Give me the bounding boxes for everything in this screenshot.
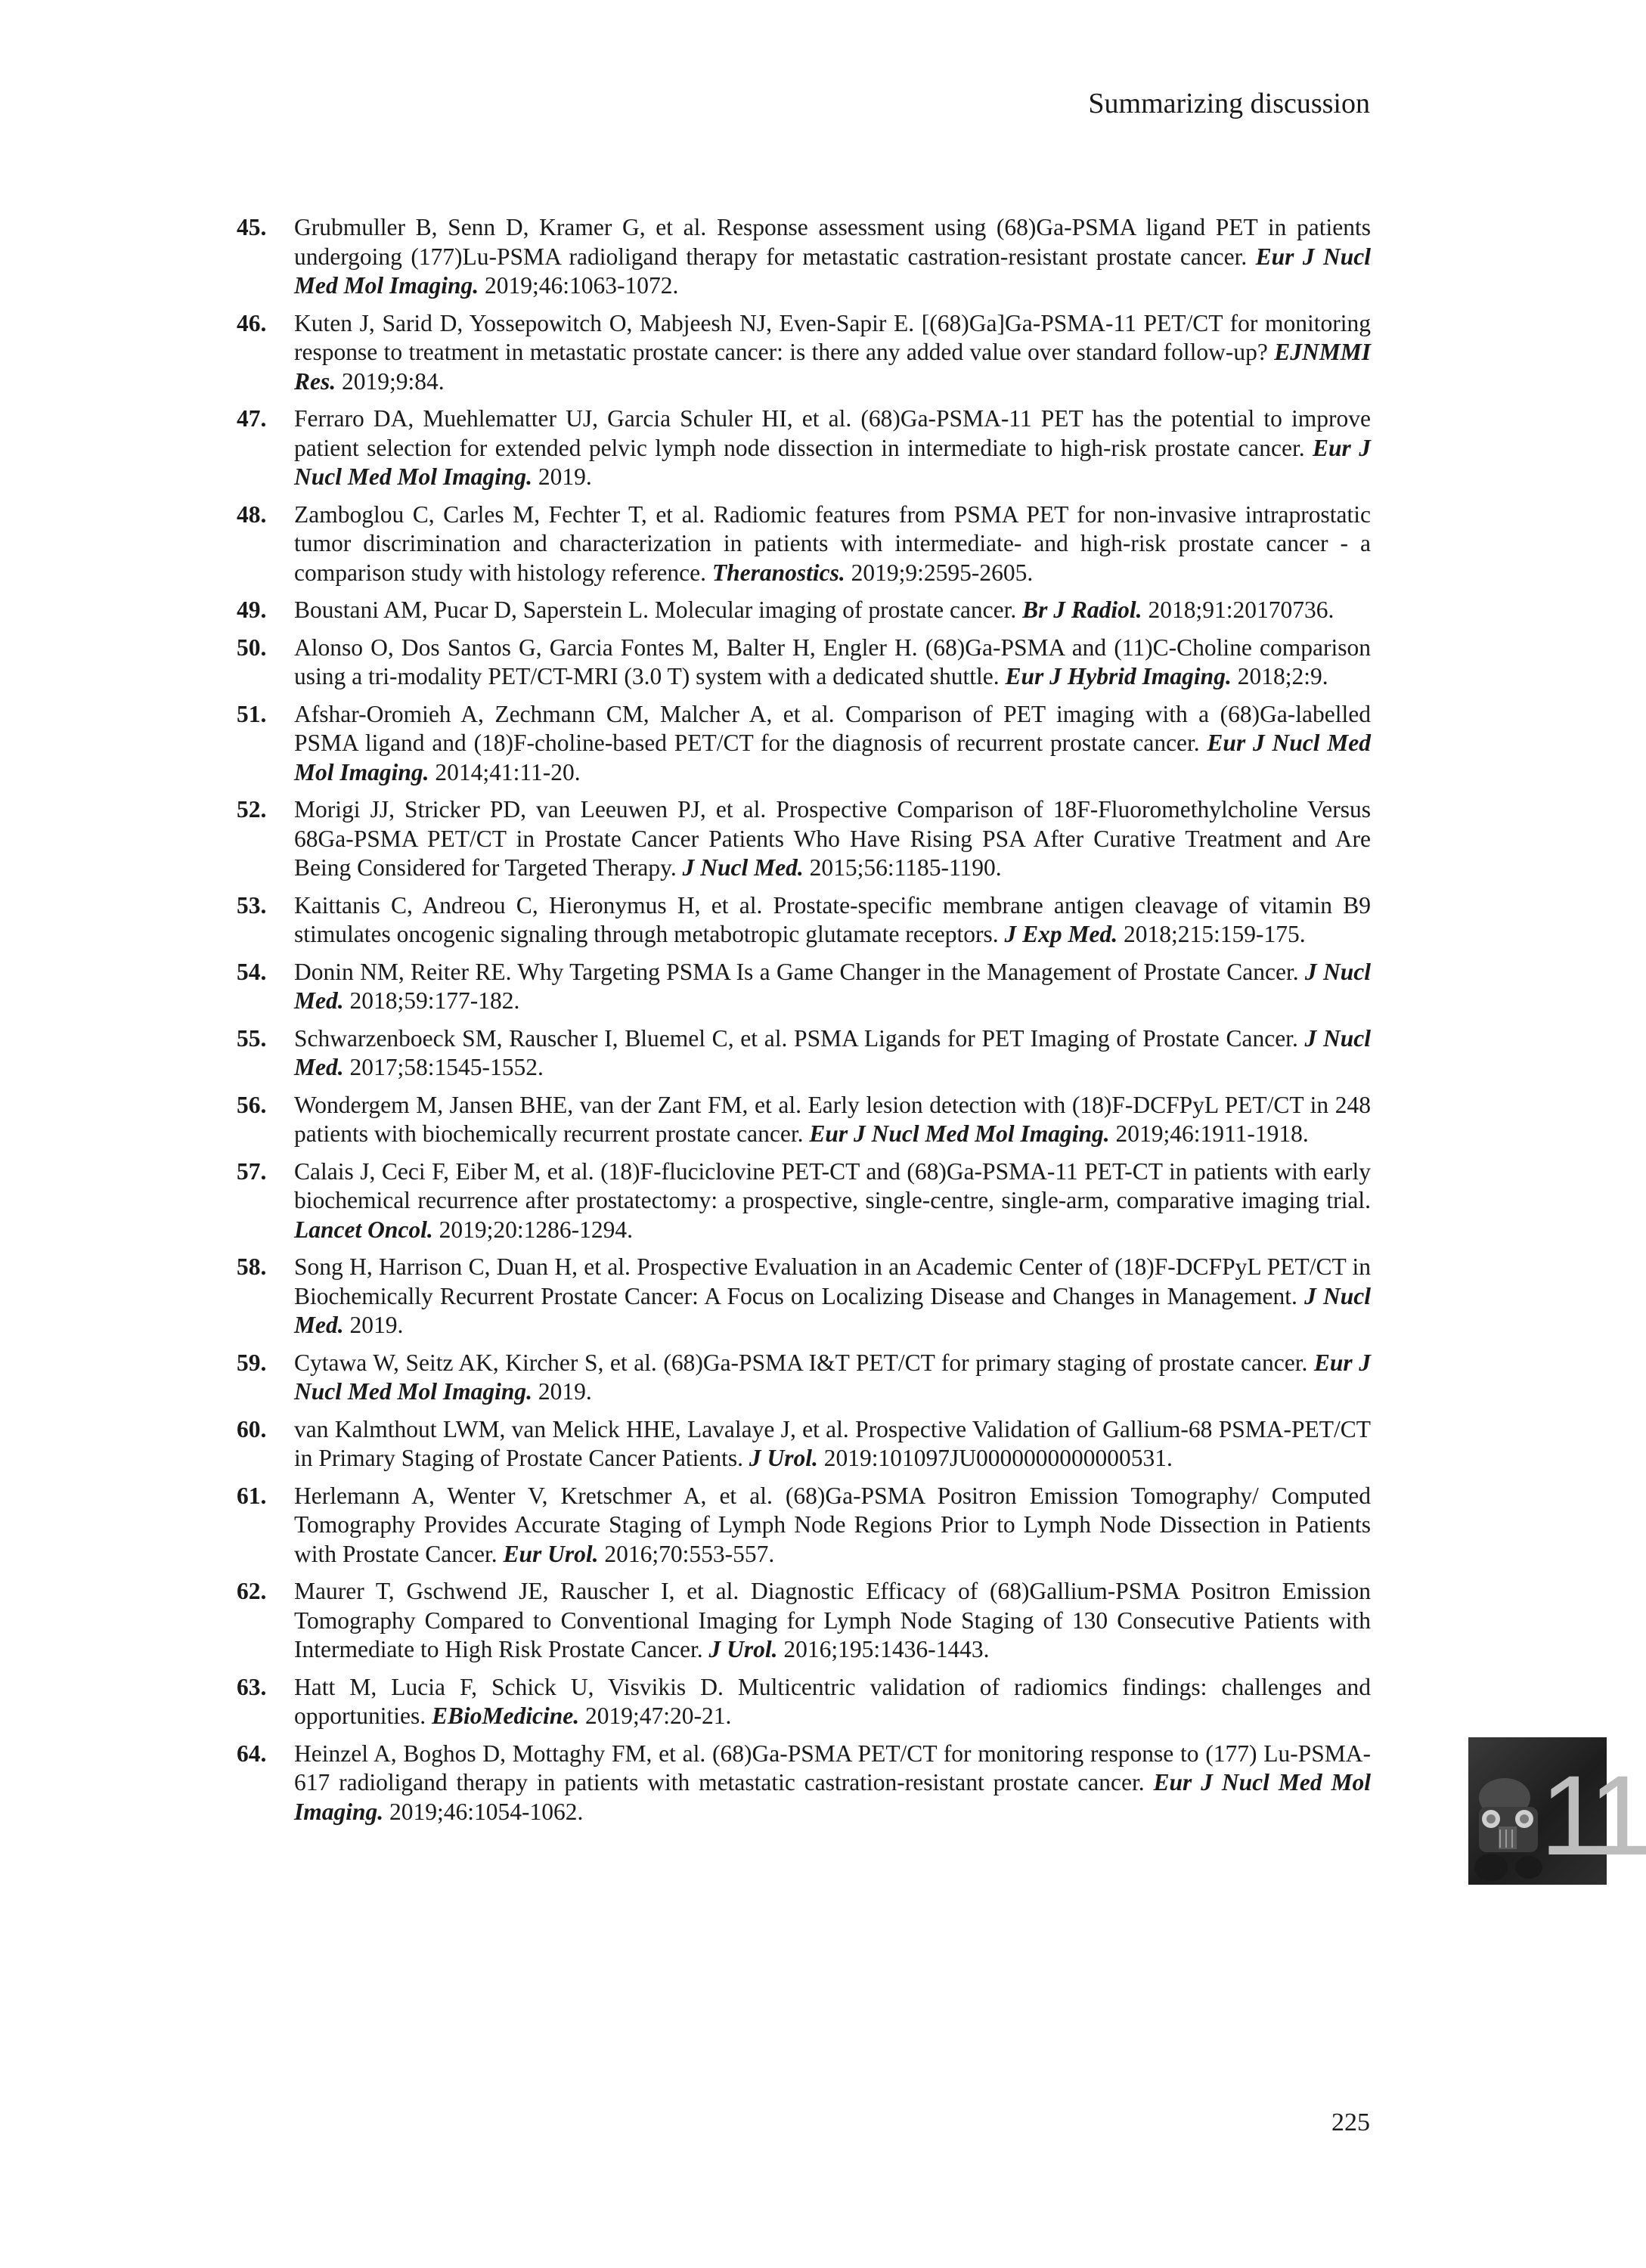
- reference-text: Wondergem M, Jansen BHE, van der Zant FM, et al. Early lesion detection with (18)F-DCFPyL PET/CT in 248 patients with biochemically recurrent prostate cancer.: [294, 1091, 1371, 1147]
- reference-text: Herlemann A, Wenter V, Kretschmer A, et al. (68)Ga-PSMA Positron Emission Tomography/ Computed Tomography Provides Accurate Staging of Lymph Node Regions Prior to Lymph Node Dissection in Patients with Prostate Cancer.: [294, 1482, 1371, 1567]
- reference-journal: Eur J Nucl Med Mol Imaging.: [294, 1349, 1371, 1405]
- reference-citation: 2018;2:9.: [1231, 663, 1328, 689]
- reference-number: 46.: [237, 309, 267, 336]
- reference-citation: 2019;20:1286-1294.: [432, 1216, 633, 1243]
- reference-text: Song H, Harrison C, Duan H, et al. Prospective Evaluation in an Academic Center of (18)F-DCFPyL PET/CT in Biochemically Recurrent Prostate Cancer: A Focus on Localizing Disease and Changes in Management.: [294, 1253, 1371, 1309]
- reference-journal: J Urol.: [708, 1636, 778, 1662]
- reference-item: [237, 958, 1371, 1016]
- reference-list: [237, 213, 1371, 1835]
- reference-number: 58.: [237, 1253, 267, 1280]
- reference-number: 62.: [237, 1578, 267, 1604]
- reference-item: [237, 1673, 1371, 1731]
- reference-text: Ferraro DA, Muehlematter UJ, Garcia Schuler HI, et al. (68)Ga-PSMA-11 PET has the potential to improve patient selection for extended pelvic lymph node dissection in intermediate to high-risk prostate cancer.: [294, 405, 1371, 461]
- reference-number: 59.: [237, 1349, 267, 1376]
- reference-citation: 2017;58:1545-1552.: [343, 1054, 544, 1080]
- reference-item: [237, 891, 1371, 950]
- reference-journal: Eur J Nucl Med Mol Imaging.: [294, 1769, 1371, 1825]
- reference-text: Afshar-Oromieh A, Zechmann CM, Malcher A, et al. Comparison of PET imaging with a (68)Ga-labelled PSMA ligand and (18)F-choline-based PET/CT for the diagnosis of recurrent prostate cancer.: [294, 700, 1371, 756]
- reference-number: 47.: [237, 405, 267, 432]
- reference-number: 55.: [237, 1024, 267, 1052]
- reference-journal: EBioMedicine.: [432, 1703, 580, 1729]
- reference-citation: 2019:101097JU0000000000000531.: [817, 1445, 1173, 1471]
- running-head: Summarizing discussion: [1088, 88, 1370, 119]
- reference-journal: Eur Urol.: [503, 1540, 599, 1567]
- reference-item: [237, 500, 1371, 588]
- reference-text: Schwarzenboeck SM, Rauscher I, Bluemel C, et al. PSMA Ligands for PET Imaging of Prostate Cancer.: [294, 1024, 1305, 1052]
- reference-journal: J Nucl Med.: [294, 1024, 1371, 1080]
- reference-number: 51.: [237, 700, 267, 727]
- reference-citation: 2019;46:1054-1062.: [383, 1798, 584, 1825]
- reference-text: Calais J, Ceci F, Eiber M, et al. (18)F-fluciclovine PET-CT and (68)Ga-PSMA-11 PET-CT in patients with early biochemical recurrence after prostatectomy: a prospective, single-centre, single-arm, comparative imaging trial.: [294, 1157, 1371, 1213]
- reference-citation: 2015;56:1185-1190.: [803, 854, 1002, 881]
- reference-journal: Eur J Nucl Med Mol Imaging.: [294, 243, 1371, 299]
- reference-item: [237, 1024, 1371, 1083]
- reference-citation: 2016;70:553-557.: [598, 1540, 775, 1567]
- reference-journal: Br J Radiol.: [1022, 596, 1142, 623]
- reference-text: Kaittanis C, Andreou C, Hieronymus H, et al. Prostate-specific membrane antigen cleavage of vitamin B9 stimulates oncogenic signaling through metabotropic glutamate receptors.: [294, 891, 1371, 947]
- reference-citation: 2019;46:1911-1918.: [1109, 1120, 1309, 1147]
- reference-number: 50.: [237, 634, 267, 661]
- reference-citation: 2019.: [532, 463, 592, 490]
- reference-item: [237, 404, 1371, 492]
- page-number: 225: [1331, 2108, 1370, 2136]
- reference-item: [237, 1482, 1371, 1569]
- reference-number: 56.: [237, 1091, 267, 1118]
- reference-journal: Lancet Oncol.: [294, 1216, 433, 1243]
- reference-journal: Eur J Nucl Med Mol Imaging.: [809, 1120, 1110, 1147]
- reference-text: Donin NM, Reiter RE. Why Targeting PSMA Is a Game Changer in the Management of Prostate Cancer.: [294, 958, 1305, 985]
- reference-citation: 2018;215:159-175.: [1117, 921, 1306, 947]
- chapter-number: 11: [1540, 1752, 1646, 1879]
- reference-text: Morigi JJ, Stricker PD, van Leeuwen PJ, et al. Prospective Comparison of 18F-Fluoromethylcholine Versus 68Ga-PSMA PET/CT in Prostate Cancer Patients Who Have Rising PSA After Curative Treatment and Are Being Considered for Targeted Therapy.: [294, 796, 1371, 881]
- reference-number: 48.: [237, 500, 267, 528]
- reference-text: Kuten J, Sarid D, Yossepowitch O, Mabjeesh NJ, Even-Sapir E. [(68)Ga]Ga-PSMA-11 PET/CT for monitoring response to treatment in metastatic prostate cancer: is there any added value over standard follow-up?: [294, 309, 1371, 365]
- reference-citation: 2019;46:1063-1072.: [479, 272, 679, 299]
- reference-number: 49.: [237, 596, 267, 623]
- reference-journal: J Nucl Med.: [682, 854, 804, 881]
- reference-item: [237, 1349, 1371, 1407]
- reference-text: Alonso O, Dos Santos G, Garcia Fontes M, Balter H, Engler H. (68)Ga-PSMA and (11)C-Choline comparison using a tri-modality PET/CT-MRI (3.0 T) system with a dedicated shuttle.: [294, 634, 1371, 689]
- reference-journal: J Exp Med.: [1004, 921, 1118, 947]
- reference-citation: 2018;91:20170736.: [1142, 596, 1334, 623]
- reference-citation: 2018;59:177-182.: [343, 987, 520, 1014]
- reference-item: [237, 634, 1371, 692]
- reference-number: 60.: [237, 1415, 267, 1442]
- reference-item: [237, 1415, 1371, 1473]
- reference-item: [237, 1253, 1371, 1340]
- reference-journal: Theranostics.: [711, 559, 845, 586]
- reference-citation: 2019;9:2595-2605.: [845, 559, 1034, 586]
- reference-text: Hatt M, Lucia F, Schick U, Visvikis D. Multicentric validation of radiomics findings: challenges and opportunities.: [294, 1673, 1371, 1729]
- reference-item: [237, 596, 1371, 625]
- reference-citation: 2019.: [343, 1312, 404, 1338]
- reference-text: Heinzel A, Boghos D, Mottaghy FM, et al. (68)Ga-PSMA PET/CT for monitoring response to (177) Lu-PSMA-617 radioligand therapy in patients with metastatic castration-resistant prostate cancer.: [294, 1740, 1371, 1796]
- reference-text: Grubmuller B, Senn D, Kramer G, et al. Response assessment using (68)Ga-PSMA ligand PET in patients undergoing (177)Lu-PSMA radioligand therapy for metastatic castration-resistant prostate cancer.: [294, 214, 1371, 270]
- reference-item: [237, 1157, 1371, 1245]
- reference-citation: 2019.: [532, 1378, 592, 1405]
- reference-text: Zamboglou C, Carles M, Fechter T, et al. Radiomic features from PSMA PET for non-invasive intraprostatic tumor discrimination and characterization in patients with intermediate- and high-risk prostate cancer - a comparison study with histology reference.: [294, 500, 1371, 586]
- reference-number: 57.: [237, 1157, 267, 1185]
- reference-journal: J Urol.: [749, 1445, 818, 1471]
- reference-number: 53.: [237, 891, 267, 919]
- reference-number: 61.: [237, 1482, 267, 1509]
- reference-journal: J Nucl Med.: [294, 1282, 1372, 1338]
- reference-number: 45.: [237, 214, 267, 240]
- reference-item: [237, 1091, 1371, 1149]
- reference-item: [237, 213, 1371, 301]
- reference-journal: Eur J Nucl Med Mol Imaging.: [294, 730, 1371, 785]
- reference-text: Maurer T, Gschwend JE, Rauscher I, et al. Diagnostic Efficacy of (68)Gallium-PSMA Positron Emission Tomography Compared to Conventional Imaging for Lymph Node Staging of 130 Consecutive Patients with Intermediate to High Risk Prostate Cancer.: [294, 1578, 1371, 1662]
- reference-text: Boustani AM, Pucar D, Saperstein L. Molecular imaging of prostate cancer.: [294, 596, 1023, 623]
- reference-text: Cytawa W, Seitz AK, Kircher S, et al. (68)Ga-PSMA I&T PET/CT for primary staging of prostate cancer.: [294, 1349, 1314, 1376]
- reference-text: van Kalmthout LWM, van Melick HHE, Lavalaye J, et al. Prospective Validation of Gallium-68 PSMA-PET/CT in Primary Staging of Prostate Cancer Patients.: [294, 1415, 1371, 1471]
- reference-number: 54.: [237, 958, 267, 985]
- reference-item: [237, 700, 1371, 788]
- chapter-thumb-tab: [1468, 1737, 1646, 1885]
- reference-item: [237, 1740, 1371, 1827]
- reference-journal: Eur J Nucl Med Mol Imaging.: [294, 434, 1372, 490]
- reference-item: [237, 1577, 1371, 1665]
- reference-citation: 2019;9:84.: [336, 367, 445, 395]
- reference-item: [237, 309, 1371, 397]
- reference-number: 52.: [237, 796, 267, 823]
- reference-number: 63.: [237, 1673, 267, 1700]
- reference-citation: 2014;41:11-20.: [429, 758, 581, 785]
- reference-journal: J Nucl Med.: [294, 958, 1371, 1014]
- reference-journal: Eur J Hybrid Imaging.: [1005, 663, 1232, 689]
- reference-citation: 2019;47:20-21.: [579, 1703, 732, 1729]
- reference-number: 64.: [237, 1740, 267, 1767]
- reference-journal: EJNMMI Res.: [294, 339, 1371, 395]
- reference-item: [237, 795, 1371, 883]
- reference-citation: 2016;195:1436-1443.: [777, 1636, 990, 1662]
